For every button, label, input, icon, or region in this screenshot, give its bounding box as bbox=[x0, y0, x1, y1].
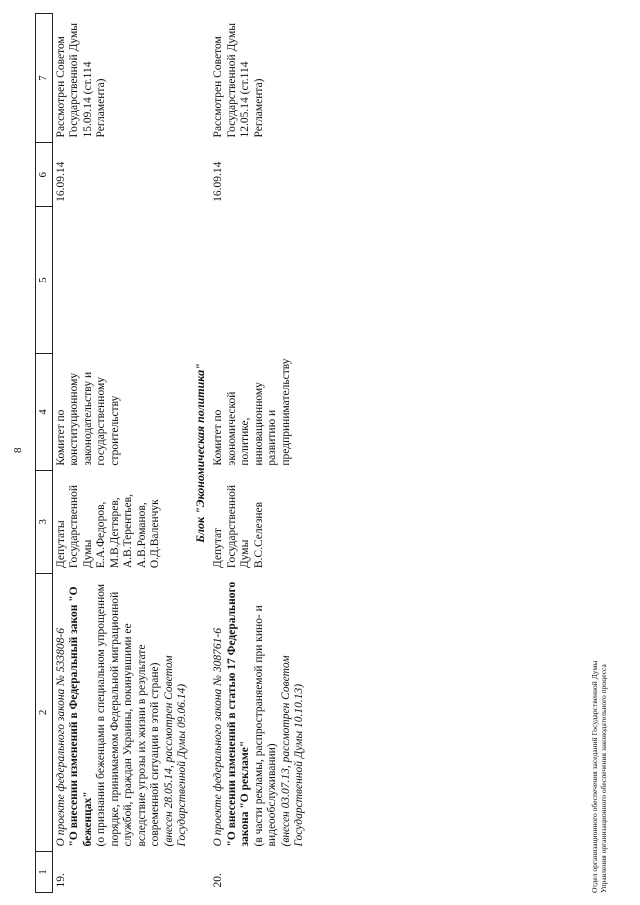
footer bbox=[590, 493, 608, 893]
status-cell: Рассмотрен Советом Государственной Думы 12.05.14 (ст.114 Регламента) bbox=[212, 22, 265, 138]
row-number: 19. bbox=[54, 873, 67, 888]
column-header: 4 bbox=[36, 353, 53, 470]
date-cell: 16.09.14 bbox=[54, 161, 67, 202]
bill-title: "О внесении изменений в статью 17 Федерального закона "О рекламе" bbox=[225, 581, 251, 847]
bill-note: (внесен 28.05.14, рассмотрен Советом Государственной Думы 09.06.14) bbox=[162, 655, 188, 847]
bill-description: (в части рекламы, распространяемой при кино- и видеообслуживании) bbox=[252, 605, 278, 847]
col5-cell bbox=[52, 207, 192, 354]
bill-title: "О внесении изменений в Федеральный закон "О беженцах" bbox=[68, 586, 94, 847]
table-row bbox=[52, 14, 192, 893]
block-title: Блок "Экономическая политика" bbox=[192, 363, 207, 543]
table-header-row bbox=[36, 14, 53, 893]
bill-intro: О проекте федерального закона № 308761-6 bbox=[212, 628, 224, 847]
bill-note: (внесен 03.07.13, рассмотрен Советом Государственной Думы 10.10.13) bbox=[279, 655, 305, 847]
column-header: 7 bbox=[36, 14, 53, 143]
bill-description: (о признании беженцами в специальном упрощенном порядке, принимаемом Федеральной миграционной службой, граждан Украины, покинувшими ее вследствие угрозы их жизни в результате современной ситуации в этой стране) bbox=[95, 583, 161, 847]
column-header: 2 bbox=[36, 573, 53, 851]
block-heading-row bbox=[192, 14, 211, 893]
status-cell: Рассмотрен Советом Государственной Думы 15.09.14 (ст.114 Регламента) bbox=[54, 22, 107, 138]
authors-cell: Депутат Государственной Думы В.С.Селезнев bbox=[212, 484, 265, 569]
column-header: 1 bbox=[36, 851, 53, 892]
footer-line: Отдел организационного обеспечения заседаний Государственной Думы bbox=[590, 660, 599, 893]
column-header: 6 bbox=[36, 142, 53, 206]
page-number: 8 bbox=[12, 447, 24, 453]
row-number: 20. bbox=[212, 873, 224, 888]
bills-table bbox=[35, 13, 309, 893]
footer-line: Управления организационного обеспечения законодательного процесса bbox=[599, 664, 608, 893]
column-header: 3 bbox=[36, 471, 53, 574]
committee-cell: Комитет по экономической политике, инновационному развитию и предпринимательству bbox=[212, 358, 292, 466]
bill-cell bbox=[52, 573, 192, 851]
date-cell: 16.09.14 bbox=[212, 161, 224, 202]
table-row bbox=[210, 14, 309, 893]
bill-intro: О проекте федерального закона № 533808-6 bbox=[54, 628, 67, 847]
bill-cell bbox=[210, 573, 309, 851]
col5-cell bbox=[210, 207, 309, 354]
column-header: 5 bbox=[36, 207, 53, 354]
authors-cell: Депутаты Государственной Думы Е.А.Федоров, М.В.Дегтярев, А.В.Терентьев, А.В.Романов, О.Д.Валенчук bbox=[54, 484, 161, 569]
committee-cell: Комитет по конституционному законодательству и государственному строительству bbox=[54, 371, 121, 466]
